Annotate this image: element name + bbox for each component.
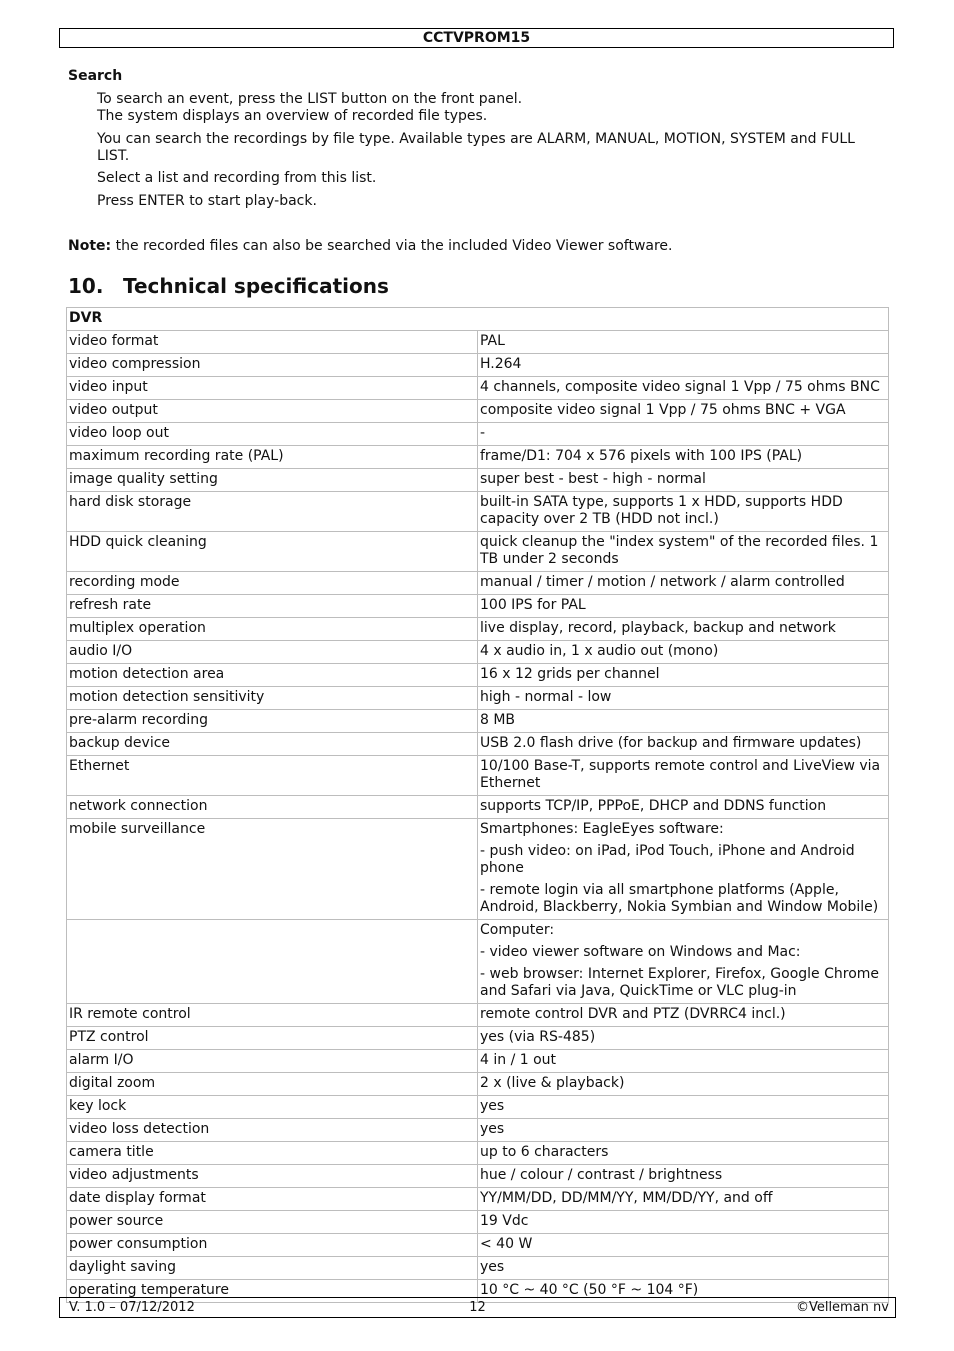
spec-row [67,1142,889,1165]
spec-row [67,1050,889,1073]
spec-value-line: live display, record, playback, backup and network [480,620,836,636]
spec-key: motion detection sensitivity [67,687,478,710]
spec-key: alarm I/O [67,1050,478,1073]
spec-row [67,1165,889,1188]
spec-value [478,687,889,710]
spec-value-line: YY/MM/DD, DD/MM/YY, MM/DD/YY, and off [480,1190,773,1206]
spec-value-line: - [480,425,486,441]
spec-value-line: high - normal - low [480,689,612,705]
spec-row [67,1211,889,1234]
spec-value [478,796,889,819]
spec-value-line: < 40 W [480,1236,533,1252]
spec-row [67,1188,889,1211]
spec-key: video format [67,331,478,354]
spec-value [478,1073,889,1096]
spec-value [478,572,889,595]
spec-value-line: yes [480,1098,505,1114]
spec-value [478,920,889,1004]
spec-value-line: 4 channels, composite video signal 1 Vpp / 75 ohms BNC [480,379,880,395]
spec-row [67,920,889,1004]
spec-key: recording mode [67,572,478,595]
spec-value [478,756,889,796]
spec-value-line: H.264 [480,356,522,372]
spec-value-line: remote control DVR and PTZ (DVRRC4 incl.) [480,1006,786,1022]
spec-row [67,1027,889,1050]
spec-row [67,1257,889,1280]
search-paragraph-2: You can search the recordings by file type. Available types are ALARM, MANUAL, MOTION, SYSTEM and FULL LIST. [97,131,855,164]
spec-key: key lock [67,1096,478,1119]
search-line-2: The system displays an overview of recorded file types. [97,108,488,124]
spec-row [67,446,889,469]
spec-group-row [67,308,889,331]
spec-table [66,307,889,1303]
spec-row [67,687,889,710]
spec-value-line: 2 x (live & playback) [480,1075,625,1091]
spec-key: video loop out [67,423,478,446]
spec-key: camera title [67,1142,478,1165]
spec-value [478,1188,889,1211]
spec-value [478,664,889,687]
spec-value [478,1142,889,1165]
spec-row [67,354,889,377]
spec-key: hard disk storage [67,492,478,532]
spec-value [478,400,889,423]
spec-table-body [67,308,889,1303]
spec-row [67,1234,889,1257]
note-text: the recorded files can also be searched via the included Video Viewer software. [111,238,673,254]
spec-row [67,1119,889,1142]
spec-value [478,532,889,572]
spec-value [478,710,889,733]
footer-copyright: ©Velleman nv [795,1300,889,1315]
section-heading [68,274,389,298]
spec-row [67,710,889,733]
spec-row [67,756,889,796]
spec-value [478,492,889,532]
spec-value [478,377,889,400]
spec-key: pre-alarm recording [67,710,478,733]
spec-value-line: 8 MB [480,712,516,728]
spec-key: mobile surveillance [67,819,478,920]
spec-value [478,1050,889,1073]
spec-value-line: Computer: [480,922,555,938]
spec-key: motion detection area [67,664,478,687]
spec-value-line: hue / colour / contrast / brightness [480,1167,723,1183]
spec-value [478,1234,889,1257]
spec-value [478,618,889,641]
spec-row [67,400,889,423]
spec-row [67,532,889,572]
spec-row [67,733,889,756]
spec-row [67,423,889,446]
spec-value-line: composite video signal 1 Vpp / 75 ohms BNC + VGA [480,402,846,418]
spec-key: network connection [67,796,478,819]
footer-page-number: 12 [469,1300,486,1315]
spec-row [67,1004,889,1027]
spec-value-line: 4 in / 1 out [480,1052,557,1068]
spec-group-label: DVR [67,308,889,331]
spec-key [67,920,478,1004]
spec-row [67,595,889,618]
spec-value-line: 10/100 Base-T, supports remote control and LiveView via Ethernet [480,758,881,791]
footer-version: V. 1.0 – 07/12/2012 [69,1300,195,1315]
spec-value [478,733,889,756]
search-line-1: To search an event, press the LIST button on the front panel. [97,91,523,107]
spec-value [478,1027,889,1050]
spec-value [478,423,889,446]
spec-value [478,1165,889,1188]
spec-value-line: super best - best - high - normal [480,471,706,487]
spec-value [478,595,889,618]
spec-key: backup device [67,733,478,756]
spec-row [67,492,889,532]
spec-key: daylight saving [67,1257,478,1280]
page-footer [59,1297,896,1318]
spec-row [67,618,889,641]
spec-value-line: yes (via RS-485) [480,1029,596,1045]
spec-key: video compression [67,354,478,377]
spec-value [478,1119,889,1142]
note-paragraph [68,238,868,255]
spec-value-line: up to 6 characters [480,1144,609,1160]
spec-value-line: 4 x audio in, 1 x audio out (mono) [480,643,719,659]
spec-row [67,377,889,400]
spec-row [67,796,889,819]
spec-value-line: quick cleanup the "index system" of the recorded files. 1 TB under 2 seconds [480,534,879,567]
spec-row [67,819,889,920]
spec-value-line: - web browser: Internet Explorer, Firefox, Google Chrome and Safari via Java, QuickTime or VLC plug-in [480,966,880,999]
spec-value [478,354,889,377]
spec-value-line: frame/D1: 704 x 576 pixels with 100 IPS (PAL) [480,448,803,464]
spec-value-line: 16 x 12 grids per channel [480,666,660,682]
spec-row [67,1073,889,1096]
spec-key: video input [67,377,478,400]
spec-key: image quality setting [67,469,478,492]
spec-key: audio I/O [67,641,478,664]
note-label: Note: [68,238,112,254]
search-paragraph-3: Select a list and recording from this list. [97,170,377,186]
spec-value-line: Smartphones: EagleEyes software: [480,821,724,837]
spec-value-line: - remote login via all smartphone platforms (Apple, Android, Blackberry, Nokia Symbian and Window Mobile) [480,882,879,915]
spec-value [478,469,889,492]
spec-value-line: 100 IPS for PAL [480,597,586,613]
spec-row [67,469,889,492]
spec-key: IR remote control [67,1004,478,1027]
spec-value-line: 10 °C ~ 40 °C (50 °F ~ 104 °F) [480,1282,699,1298]
spec-value-line: supports TCP/IP, PPPoE, DHCP and DDNS function [480,798,827,814]
spec-key: Ethernet [67,756,478,796]
spec-value [478,1257,889,1280]
spec-value [478,1211,889,1234]
spec-value [478,446,889,469]
search-heading: Search [68,68,123,84]
spec-key: power consumption [67,1234,478,1257]
spec-value [478,1004,889,1027]
spec-key: refresh rate [67,595,478,618]
spec-value-line: PAL [480,333,505,349]
spec-key: PTZ control [67,1027,478,1050]
spec-value-line: 19 Vdc [480,1213,529,1229]
spec-value [478,819,889,920]
section-title: Technical specifications [123,274,389,298]
spec-key: digital zoom [67,1073,478,1096]
spec-key: power source [67,1211,478,1234]
spec-value [478,331,889,354]
search-paragraph-4: Press ENTER to start play-back. [97,193,317,209]
page-header-model: CCTVPROM15 [59,28,894,48]
spec-value-line: yes [480,1259,505,1275]
spec-row [67,1096,889,1119]
spec-value-line: - push video: on iPad, iPod Touch, iPhone and Android phone [480,843,855,876]
spec-key: HDD quick cleaning [67,532,478,572]
spec-row [67,572,889,595]
spec-key: video loss detection [67,1119,478,1142]
spec-value [478,641,889,664]
spec-value-line: - video viewer software on Windows and Mac: [480,944,801,960]
spec-key: maximum recording rate (PAL) [67,446,478,469]
section-number: 10. [68,274,104,298]
spec-value-line: manual / timer / motion / network / alarm controlled [480,574,845,590]
spec-row [67,641,889,664]
spec-row [67,664,889,687]
spec-value-line: built-in SATA type, supports 1 x HDD, supports HDD capacity over 2 TB (HDD not incl.) [480,494,843,527]
spec-key: operating temperature [67,1280,478,1303]
spec-key: video output [67,400,478,423]
spec-key: date display format [67,1188,478,1211]
spec-value [478,1096,889,1119]
spec-key: multiplex operation [67,618,478,641]
spec-value-line: yes [480,1121,505,1137]
spec-value-line: USB 2.0 flash drive (for backup and firmware updates) [480,735,862,751]
search-paragraph-1 [97,91,867,125]
spec-key: video adjustments [67,1165,478,1188]
spec-row [67,331,889,354]
